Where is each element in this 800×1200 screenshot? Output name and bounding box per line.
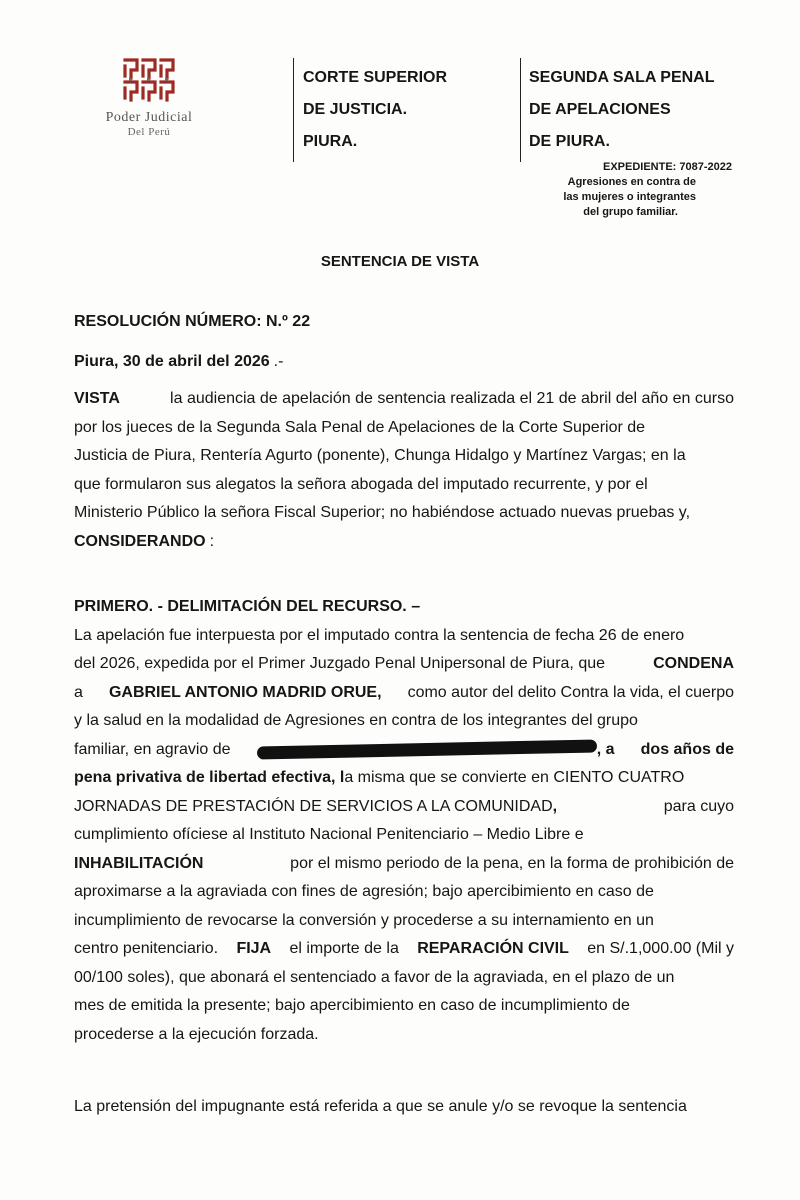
vista-lead: VISTA — [74, 390, 120, 407]
header-divider-right — [520, 58, 521, 162]
expediente-number: EXPEDIENTE: 7087-2022 — [602, 161, 732, 173]
primero-line-7-c: para cuyo — [663, 797, 734, 815]
court-line-3: PIURA. — [303, 133, 358, 150]
primero-line-14: mes de emitida la presente; bajo apercibimiento en caso de incumplimiento de — [74, 997, 630, 1014]
chamber-line-3: DE PIURA. — [529, 133, 610, 150]
primero-line-5-a: familiar, en agravio de — [74, 740, 231, 758]
condena-label: CONDENA — [653, 655, 734, 672]
document-title: SENTENCIA DE VISTA — [320, 253, 480, 270]
date-suffix: .- — [273, 353, 284, 370]
court-line-1: CORTE SUPERIOR — [303, 69, 448, 86]
primero-line-3-a: a — [74, 683, 83, 701]
primero-line-2: del 2026, expedida por el Primer Juzgado Penal Unipersonal de Piura, que — [74, 655, 606, 672]
primero-line-5-b: , a — [596, 740, 615, 758]
primero-line-12-e: en S/.1,000.00 (Mil y — [587, 940, 734, 957]
primero-line-1: La apelación fue interpuesta por el imputado contra la sentencia de fecha 26 de enero — [74, 626, 685, 644]
redacted-name-mark — [257, 740, 597, 760]
pretension-line-1: La pretensión del impugnante está referida a que se anule y/o se revoque la sentencia — [74, 1098, 687, 1115]
resolution-number: RESOLUCIÓN NÚMERO: N.º 22 — [74, 313, 311, 330]
inhabilitacion-label: INHABILITACIÓN — [74, 854, 204, 872]
court-line-2: DE JUSTICIA. — [303, 101, 408, 118]
date-line-block — [74, 348, 734, 377]
vista-line-4: que formularon sus alegatos la señora abogada del imputado recurrente, y por el — [74, 475, 648, 493]
expediente-matter-3: del grupo familiar. — [583, 206, 678, 218]
chamber-line-1: SEGUNDA SALA PENAL — [529, 69, 715, 86]
primero-section — [74, 593, 734, 1049]
primero-heading: PRIMERO. - DELIMITACIÓN DEL RECURSO. – — [74, 598, 421, 615]
logo-name: Poder Judicial — [105, 110, 193, 125]
chamber-name-block — [529, 62, 715, 158]
primero-line-6-b: a misma que se convierte en CIENTO CUATRO — [344, 769, 685, 786]
vista-line-5: Ministerio Público la señora Fiscal Superior; no habiéndose actuado nuevas pruebas y, — [74, 504, 691, 521]
fija-label: FIJA — [236, 940, 272, 957]
primero-line-7-comma: , — [552, 797, 558, 815]
header-divider-left — [293, 58, 294, 162]
defendant-name: GABRIEL ANTONIO MADRID ORUE, — [108, 683, 382, 701]
poder-judicial-emblem-icon — [121, 56, 177, 104]
court-name-block — [303, 62, 447, 158]
expediente-block — [563, 160, 732, 220]
pretension-paragraph — [74, 1093, 734, 1122]
primero-line-7-a: JORNADAS DE PRESTACIÓN DE SERVICIOS A LA COMUNIDAD — [74, 797, 553, 815]
vista-line-1: la audiencia de apelación de sentencia realizada el 21 de abril del año en curso — [170, 390, 734, 407]
primero-line-8: cumplimiento ofíciese al Instituto Nacional Penitenciario – Medio Libre e — [74, 826, 584, 843]
vista-paragraph — [74, 385, 734, 556]
primero-line-15: procederse a la ejecución forzada. — [74, 1025, 319, 1043]
primero-line-13: 00/100 soles), que abonará el sentenciado a favor de la agraviada, en el plazo de un — [74, 968, 675, 986]
primero-line-10: aproximarse a la agraviada con fines de agresión; bajo apercibimiento en caso de — [74, 883, 654, 900]
primero-line-9-b: por el mismo periodo de la pena, en la forma de prohibición de — [290, 854, 734, 872]
logo-subtitle: Del Perú — [127, 126, 171, 138]
considerando-colon: : — [209, 532, 215, 550]
expediente-matter-2: las mujeres o integrantes — [563, 191, 696, 203]
resolution-number-block — [74, 308, 734, 337]
sentence-duration: dos años de — [640, 740, 734, 758]
reparacion-civil-label: REPARACIÓN CIVIL — [417, 940, 569, 957]
primero-line-12-c: el importe de la — [289, 940, 399, 957]
vista-line-2: por los jueces de la Segunda Sala Penal de Apelaciones de la Corte Superior de — [74, 418, 646, 436]
date-bold: Piura, 30 de abril del 2026 — [74, 353, 270, 370]
chamber-line-2: DE APELACIONES — [529, 101, 671, 118]
penalty-type: pena privativa de libertad efectiva, l — [74, 769, 345, 786]
expediente-matter-1: Agresiones en contra de — [567, 176, 696, 188]
primero-line-4: y la salud en la modalidad de Agresiones en contra de los integrantes del grupo — [74, 712, 638, 729]
considerando-label: CONSIDERANDO — [74, 532, 206, 550]
primero-line-12-a: centro penitenciario. — [74, 940, 219, 957]
vista-line-3: Justicia de Piura, Rentería Agurto (ponente), Chunga Hidalgo y Martínez Vargas; en la — [74, 447, 686, 464]
primero-line-3-c: como autor del delito Contra la vida, el cuerpo — [407, 683, 734, 701]
primero-line-11: incumplimiento de revocarse la conversión y procederse a su internamiento en un — [74, 911, 654, 929]
poder-judicial-logo — [94, 56, 204, 156]
